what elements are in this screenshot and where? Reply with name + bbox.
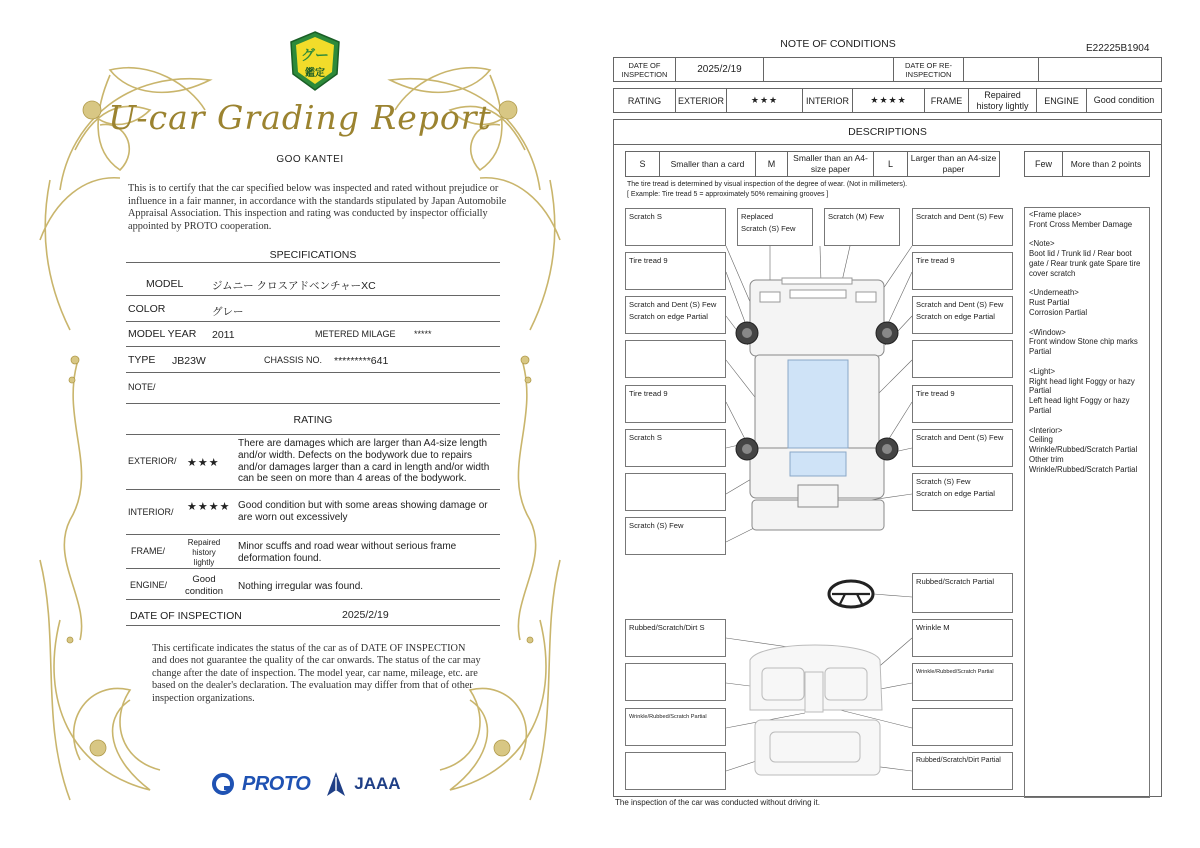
model-year-label: MODEL YEAR bbox=[128, 328, 197, 340]
exterior-label: EXTERIOR/ bbox=[128, 456, 177, 466]
jaaa-logo-icon bbox=[326, 771, 346, 797]
report-subtitle: GOO KANTEI bbox=[276, 154, 344, 165]
notes-underneath: <Underneath> Rust Partial Corrosion Partial bbox=[1029, 288, 1088, 317]
frame-value: Repaired history lightly bbox=[187, 538, 221, 567]
date-of-inspection-value: 2025/2/19 bbox=[342, 609, 389, 621]
note-title: NOTE OF CONDITIONS bbox=[780, 38, 896, 50]
type-value: JB23W bbox=[172, 355, 206, 367]
condition-box: Wrinkle/Rubbed/Scratch Partial bbox=[912, 663, 1013, 701]
condition-box: Tire tread 9 bbox=[912, 385, 1013, 423]
notes-frame-place: <Frame place> Front Cross Member Damage bbox=[1029, 210, 1133, 229]
color-label: COLOR bbox=[128, 303, 166, 315]
condition-box: Wrinkle/Rubbed/Scratch Partial bbox=[625, 708, 726, 746]
exterior-label: EXTERIOR bbox=[676, 89, 727, 113]
condition-box: Scratch and Dent (S) Few Scratch on edge Partial bbox=[912, 296, 1013, 334]
jaaa-logo-text: JAAA bbox=[354, 774, 401, 793]
condition-box-empty bbox=[912, 340, 1013, 378]
proto-logo-icon bbox=[212, 772, 234, 796]
condition-box: Rubbed/Scratch/Dirt Partial bbox=[912, 752, 1013, 790]
legend-s-desc: Smaller than a card bbox=[660, 152, 756, 177]
condition-box: Scratch (S) Few bbox=[625, 517, 726, 555]
engine-value: Good condition bbox=[1087, 89, 1162, 113]
reinspection-label: DATE OF RE-INSPECTION bbox=[894, 58, 964, 82]
chassis-label: CHASSIS NO. bbox=[264, 355, 323, 365]
condition-box: Tire tread 9 bbox=[625, 385, 726, 423]
legend-l-desc: Larger than an A4-size paper bbox=[908, 152, 1000, 177]
condition-box-empty bbox=[625, 752, 726, 790]
issuer-logos bbox=[212, 769, 401, 799]
divider bbox=[126, 489, 500, 490]
model-value: ジムニー クロスアドベンチャーXC bbox=[212, 280, 376, 292]
divider bbox=[126, 372, 500, 373]
chassis-value: *********641 bbox=[334, 355, 389, 367]
divider bbox=[126, 321, 500, 322]
document-id: E22225B1904 bbox=[1086, 43, 1150, 54]
exterior-description: There are damages which are larger than A4-size length and/or width. Defects on the bodywork due to repairs and/or damages larger than a card in length and/or width can be seen on more than 4 areas of the bodywork. bbox=[238, 438, 490, 485]
divider bbox=[126, 534, 500, 535]
notes-light: <Light> Right head light Foggy or hazy Partial Left head light Foggy or hazy Partial bbox=[1029, 366, 1135, 415]
legend-few-desc: More than 2 points bbox=[1063, 152, 1150, 177]
divider bbox=[126, 403, 500, 404]
additional-notes-panel bbox=[1024, 207, 1150, 798]
frame-label: FRAME/ bbox=[131, 546, 166, 556]
condition-box: Scratch (M) Few bbox=[824, 208, 900, 246]
condition-box: Tire tread 9 bbox=[912, 252, 1013, 290]
interior-label: INTERIOR/ bbox=[128, 507, 174, 517]
engine-value: Good condition bbox=[184, 574, 224, 597]
model-year-value: 2011 bbox=[212, 329, 235, 341]
rating-heading: RATING bbox=[293, 414, 333, 426]
legend-m: M bbox=[756, 152, 788, 177]
frame-value: Repaired history lightly bbox=[969, 89, 1037, 113]
goo-kantei-badge-icon bbox=[287, 30, 343, 92]
condition-box-empty bbox=[625, 473, 726, 511]
condition-box: Scratch and Dent (S) Few bbox=[912, 429, 1013, 467]
engine-label: ENGINE/ bbox=[130, 580, 168, 590]
interior-stars: ★★★★ bbox=[853, 89, 925, 113]
legend-few: Few bbox=[1025, 152, 1063, 177]
metered-mileage-value: ***** bbox=[414, 329, 432, 339]
model-label: MODEL bbox=[146, 278, 184, 290]
engine-description: Nothing irregular was found. bbox=[238, 581, 364, 592]
exterior-stars: ★★★ bbox=[727, 89, 803, 113]
condition-box-empty bbox=[625, 340, 726, 378]
divider bbox=[126, 625, 500, 626]
notes-interior: <Interior> Ceiling Wrinkle/Rubbed/Scratch Partial Other trim Wrinkle/Rubbed/Scratch Partial bbox=[1029, 425, 1138, 474]
legend-m-desc: Smaller than an A4-size paper bbox=[788, 152, 874, 177]
divider bbox=[126, 568, 500, 569]
engine-label: ENGINE bbox=[1037, 89, 1087, 113]
interior-description: Good condition but with some areas showing damage or are worn out excessively bbox=[238, 500, 488, 523]
legend-l: L bbox=[874, 152, 908, 177]
divider bbox=[126, 599, 500, 600]
certification-statement: This is to certify that the car specified below was inspected and rated without prejudice or influence in a fair manner, in accordance with the standards stipulated by Japan Automobile Appraisal Association. This inspection and rating was conducted by inspector officially appointed by PROTO cooperation. bbox=[128, 183, 507, 232]
condition-box: Rubbed/Scratch Partial bbox=[912, 573, 1013, 613]
color-value: グレー bbox=[212, 306, 244, 318]
exterior-stars: ★★★ bbox=[187, 457, 220, 469]
specifications-heading: SPECIFICATIONS bbox=[269, 249, 357, 261]
interior-label: INTERIOR bbox=[803, 89, 853, 113]
condition-box: Scratch and Dent (S) Few bbox=[912, 208, 1013, 246]
divider bbox=[126, 346, 500, 347]
condition-box: Rubbed/Scratch/Dirt S bbox=[625, 619, 726, 657]
report-title: U-car Grading Report bbox=[108, 98, 492, 137]
notes-window: <Window> Front window Stone chip marks Partial bbox=[1029, 327, 1138, 357]
condition-box-empty bbox=[625, 663, 726, 701]
certificate-disclaimer: This certificate indicates the status of the car as of DATE OF INSPECTION and does not guarantee the quality of the car onwards. The status of the car may change after the date of inspection. The model year, car name, mileage, etc. are based on the dealer's declaration. The evaluation may differ from that of other inspection organizations. bbox=[152, 643, 481, 704]
condition-box: Replaced Scratch (S) Few bbox=[737, 208, 813, 246]
rating-label: RATING bbox=[614, 89, 676, 113]
svg-text:鑑定: 鑑定 bbox=[305, 68, 325, 79]
date-of-inspection-label: DATE OF INSPECTION bbox=[130, 610, 242, 622]
divider bbox=[126, 295, 500, 296]
note-of-conditions bbox=[600, 0, 1200, 848]
note-label: NOTE/ bbox=[128, 382, 156, 392]
condition-box: Scratch S bbox=[625, 208, 726, 246]
interior-stars: ★★★★ bbox=[187, 501, 231, 513]
date-label: DATE OF INSPECTION bbox=[614, 58, 676, 82]
condition-box: Scratch S bbox=[625, 429, 726, 467]
condition-box: Wrinkle M bbox=[912, 619, 1013, 657]
inspection-method-note: The inspection of the car was conducted without driving it. bbox=[615, 798, 820, 807]
svg-text:グー: グー bbox=[301, 48, 329, 64]
descriptions-heading: DESCRIPTIONS bbox=[613, 119, 1162, 145]
metered-mileage-label: METERED MILAGE bbox=[315, 329, 396, 339]
type-label: TYPE bbox=[128, 354, 156, 366]
condition-box-empty bbox=[912, 708, 1013, 746]
frame-label: FRAME bbox=[925, 89, 969, 113]
divider bbox=[126, 434, 500, 435]
proto-logo-text: PROTO bbox=[242, 772, 311, 795]
notes-note: <Note> Boot lid / Trunk lid / Rear boot gate / Rear trunk gate Spare tire cover scratch bbox=[1029, 239, 1141, 278]
tire-note-line-1: The tire tread is determined by visual inspection of the degree of wear. (Not in millimeters). bbox=[627, 181, 908, 188]
divider bbox=[126, 262, 500, 263]
condition-box: Scratch and Dent (S) Few Scratch on edge Partial bbox=[625, 296, 726, 334]
condition-box: Tire tread 9 bbox=[625, 252, 726, 290]
legend-s: S bbox=[626, 152, 660, 177]
tire-note-line-2: [ Example: Tire tread 5 = approximately 50% remaining grooves ] bbox=[627, 190, 829, 198]
condition-box: Scratch (S) Few Scratch on edge Partial bbox=[912, 473, 1013, 511]
frame-description: Minor scuffs and road wear without serious frame deformation found. bbox=[238, 541, 457, 564]
date-value: 2025/2/19 bbox=[676, 58, 764, 82]
